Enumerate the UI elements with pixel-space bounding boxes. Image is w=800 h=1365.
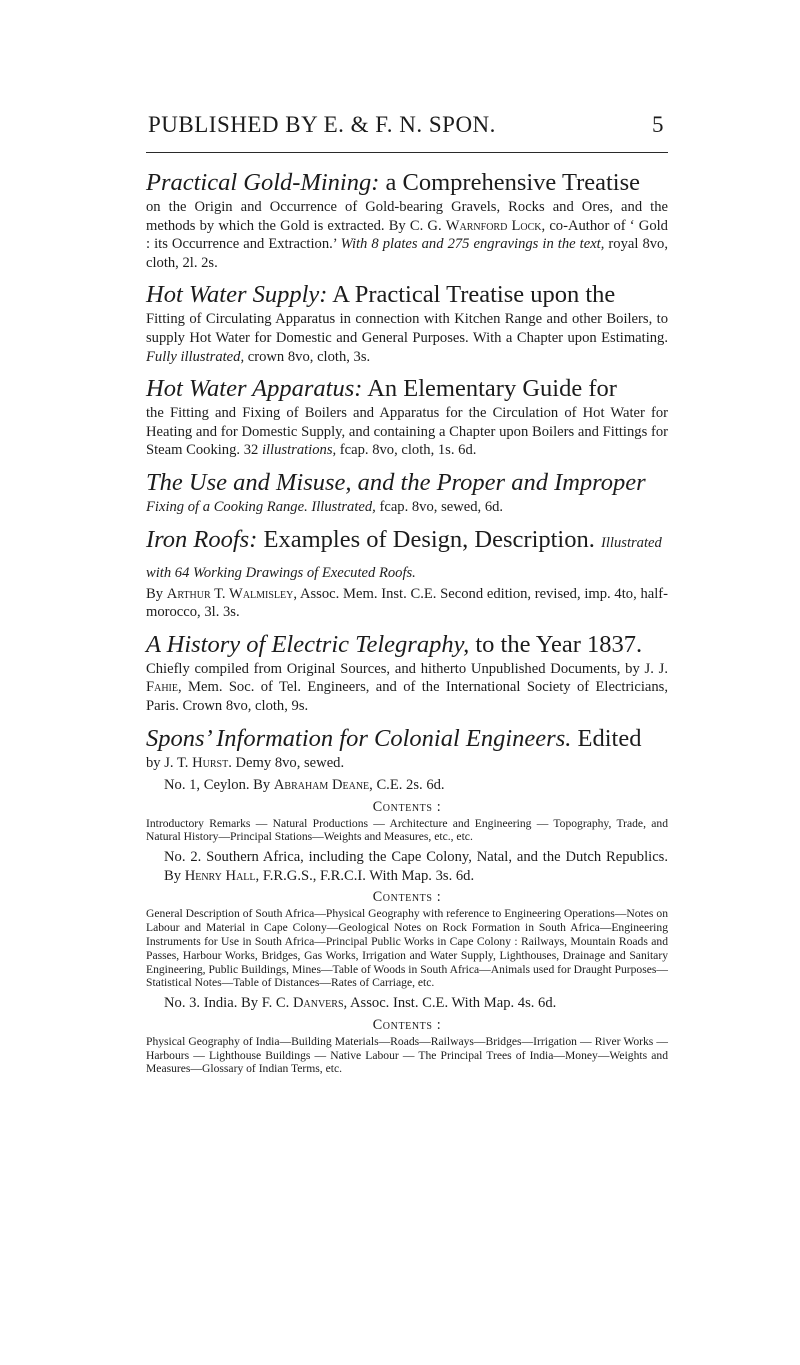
- entry-author: Arthur T. Walmisley: [166, 585, 294, 602]
- contents-heading: Contents :: [372, 1016, 442, 1033]
- entry-price: , Mem. Soc. of Tel. Engineers, and of the International Society of Electricians, Paris. Crown 8vo, cloth, 9s.: [146, 679, 668, 714]
- entry-description: [146, 585, 668, 622]
- catalogue-entry: [146, 280, 668, 366]
- entry-subtitle: Edited: [571, 724, 642, 752]
- entry-heading: [146, 724, 668, 754]
- entry-heading: [146, 168, 668, 198]
- entry-price: fcap. 8vo, cloth, 1s. 6d.: [336, 442, 477, 459]
- entry-author: Fahie: [146, 679, 178, 696]
- entry-title: Practical Gold-Mining:: [146, 169, 380, 196]
- entry-illustrations: Illustrated with 64 Working Drawings of Executed Roofs.: [146, 534, 662, 581]
- entry-description: [146, 404, 668, 460]
- entry-heading: [146, 468, 668, 498]
- header-rule: [146, 152, 668, 153]
- number-text: No. 2. Southern Africa, including the Cape Colony, Natal, and the Dutch Republics. By: [164, 849, 668, 884]
- entry-title: A History of Electric Telegraphy,: [146, 630, 470, 658]
- entry-text: , co-Author of ‘ Gold : its Occurrence and Extraction.’: [146, 217, 668, 253]
- entry-description: [146, 660, 668, 716]
- entry-subtitle: A Practical Treatise upon the: [327, 281, 616, 309]
- entry-illustrations: Fully illustrated,: [146, 348, 245, 365]
- number-price: , F.R.G.S., F.R.C.I. With Map. 3s. 6d.: [255, 867, 475, 884]
- entry-description: [146, 754, 668, 773]
- entry-author: Warnford Lock: [445, 217, 542, 234]
- number-text: No. 3. India. By F. C.: [164, 995, 293, 1012]
- entry-text: the Fitting and Fixing of Boilers and Apparatus for the Circulation of Hot Water for Heating and for Domestic Supply, and containing a Chapter upon Boilers and Fittings for Steam Cooking. 32: [146, 405, 668, 459]
- entry-price: royal 8vo, cloth, 2l. 2s.: [146, 236, 669, 271]
- number-author: Abraham Deane: [273, 777, 370, 794]
- catalogue-entry: [146, 630, 668, 716]
- series-number: [164, 848, 668, 885]
- entry-description: [146, 310, 668, 366]
- entry-heading: [146, 630, 668, 660]
- entry-text: on the Origin and Occurrence of Gold-bearing Gravels, Rocks and Ores, and the methods by which the Gold is extracted. By C. G.: [146, 199, 668, 234]
- entry-title: Iron Roofs:: [146, 525, 258, 553]
- catalogue-entry: [146, 374, 668, 460]
- series-number: [164, 776, 668, 795]
- catalogue-entry: [146, 468, 668, 517]
- catalogue-list: [146, 168, 668, 1084]
- entry-price: fcap. 8vo, sewed, 6d.: [375, 498, 504, 515]
- page-number: 5: [652, 112, 664, 137]
- contents-heading: Contents :: [372, 798, 442, 815]
- entry-text: Chiefly compiled from Original Sources, and hitherto Unpublished Documents, by J. J.: [146, 660, 668, 677]
- entry-illustrations: Fixing of a Cooking Range. Illustrated,: [146, 498, 376, 515]
- entry-subtitle: An Elementary Guide for: [362, 375, 617, 403]
- catalogue-entry: [146, 525, 668, 622]
- entry-illustrations: illustrations,: [261, 442, 337, 459]
- entry-heading: [146, 525, 668, 585]
- entry-description: [146, 498, 668, 517]
- catalogue-entry: [146, 724, 668, 1077]
- entry-subtitle: to the Year 1837.: [469, 630, 643, 658]
- entry-illustrations: With 8 plates and 275 engravings in the text,: [340, 236, 605, 253]
- entry-title: Spons’ Information for Colonial Engineers.: [146, 724, 572, 752]
- entry-text: By: [146, 585, 167, 602]
- entry-price: crown 8vo, cloth, 3s.: [244, 348, 371, 365]
- entry-subtitle: Examples of Design, Description.: [257, 525, 601, 553]
- contents-list: Physical Geography of India—Building Materials—Roads—Railways—Bridges—Irrigation — River Works — Harbours — Lighthouse Buildings — Native Labour — The Principal Trees of India—Money—Weights and Measures—Glossary of Indian Terms, etc.: [146, 1034, 668, 1076]
- number-author: Danvers: [292, 995, 344, 1012]
- entry-description: [146, 198, 668, 272]
- number-text: No. 1, Ceylon. By: [164, 777, 274, 794]
- contents-heading: Contents :: [372, 889, 442, 906]
- series-number: [164, 994, 668, 1013]
- entry-author: Hurst: [192, 754, 229, 771]
- entry-title: Hot Water Supply:: [146, 281, 328, 309]
- entry-title: Hot Water Apparatus:: [146, 375, 363, 403]
- catalogue-entry: [146, 168, 668, 272]
- entry-price: , Assoc. Mem. Inst. C.E. Second edition, revised, imp. 4to, half-morocco, 3l. 3s.: [146, 585, 669, 621]
- entry-subtitle: a Comprehensive Treatise: [379, 169, 641, 196]
- publisher-line: PUBLISHED BY E. & F. N. SPON.: [148, 112, 496, 137]
- number-author: Henry Hall: [184, 867, 256, 884]
- contents-list: General Description of South Africa—Physical Geography with reference to Engineering Operations—Notes on Labour and Material in Cape Colony—Geological Notes on Rock Formation in South Africa—Engineering Instruments for Use in South Africa—Principal Public Works in Cape Colony : Railways, Mountain Roads and Passes, Harbour Works, Bridges, Gas Works, Irrigation and Water Supply, Lighthouses, Drainage and Sanitary Engineering, Public Buildings, Mines—Table of Woods in South Africa—Animals used for Draught Purposes—Statistical Notes—Table of Distances—Rates of Carriage, etc.: [146, 907, 668, 990]
- entry-heading: [146, 374, 668, 404]
- number-price: , C.E. 2s. 6d.: [369, 777, 445, 794]
- entry-title: The Use and Misuse, and the Proper and Improper: [146, 468, 646, 496]
- contents-list: Introductory Remarks — Natural Productions — Architecture and Engineering — Topography, Trade, and Natural History—Principal Stations—Weights and Measures, etc., etc.: [146, 816, 668, 844]
- entry-heading: [146, 280, 668, 310]
- entry-text: Fitting of Circulating Apparatus in connection with Kitchen Range and other Boilers, to supply Hot Water for Domestic and General Purposes. With a Chapter upon Estimating.: [146, 311, 668, 346]
- entry-text: . Demy 8vo, sewed.: [228, 754, 345, 771]
- number-price: , Assoc. Inst. C.E. With Map. 4s. 6d.: [343, 995, 557, 1012]
- entry-text: by J. T.: [146, 754, 193, 771]
